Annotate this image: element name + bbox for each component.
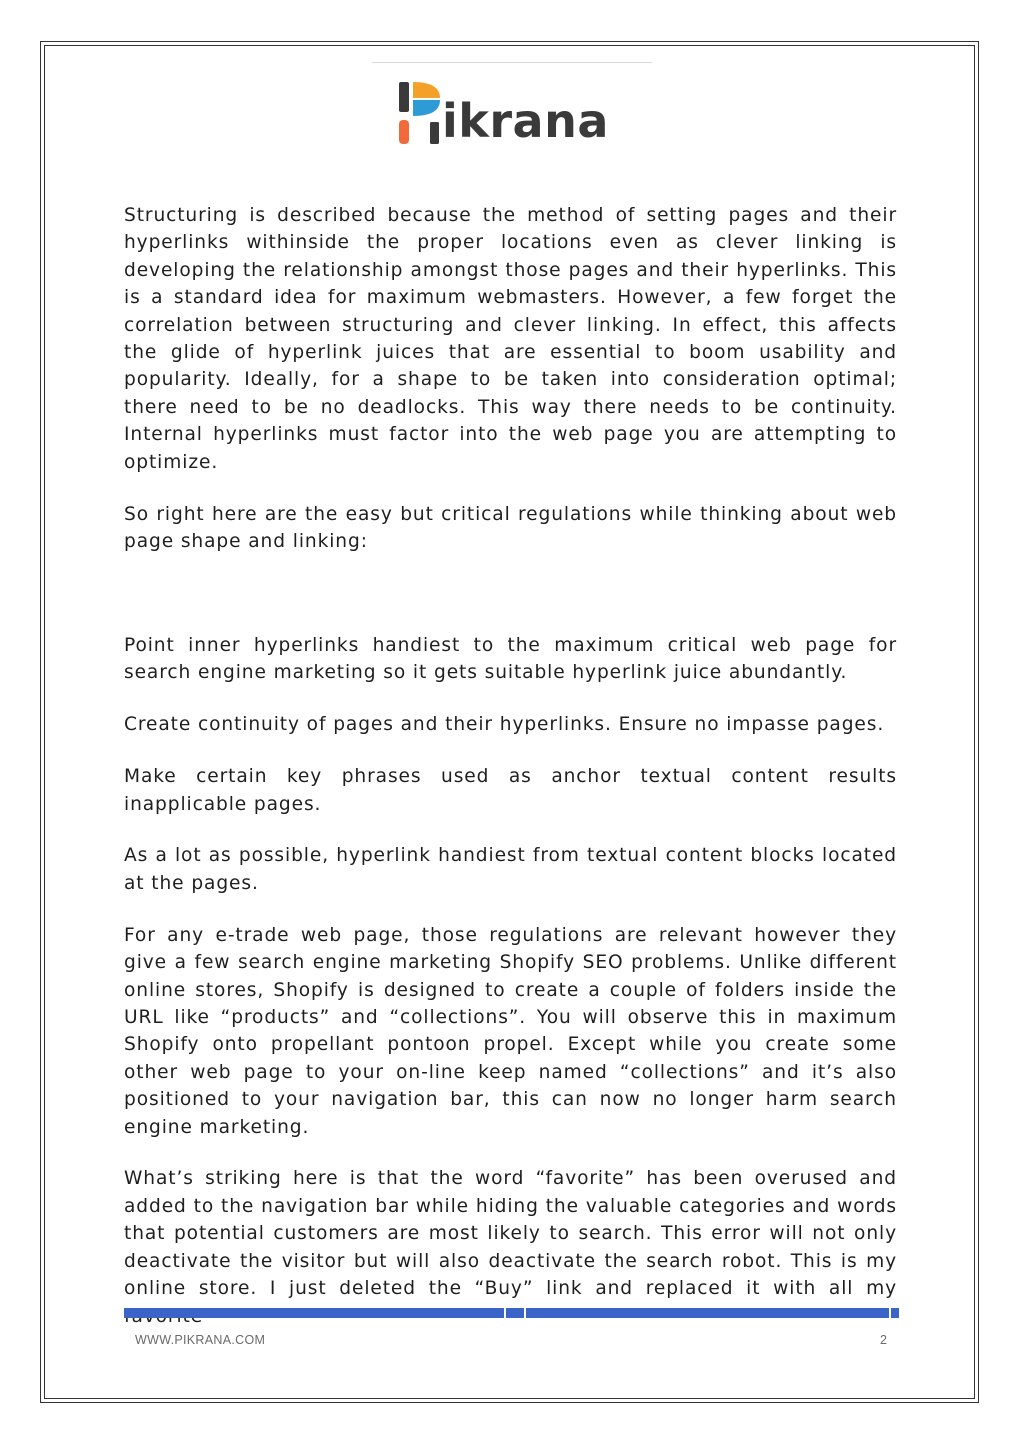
pikrana-logo (398, 76, 609, 146)
logo-wordmark: ikrana (442, 94, 609, 148)
blank-gap (124, 580, 897, 632)
paragraph: Create continuity of pages and their hyperlinks. Ensure no impasse pages. (124, 714, 885, 736)
paragraph: So right here are the easy but critical regulations while thinking about web page shape and linking: (124, 503, 897, 552)
document-body (124, 202, 897, 1330)
paragraph: As a lot as possible, hyperlink handiest from textual content blocks located at the pages. (124, 845, 897, 894)
logo-mark-icon (398, 80, 446, 146)
page-number: 2 (880, 1333, 887, 1347)
footer-url: WWW.PIKRANA.COM (135, 1333, 266, 1347)
paragraph: Point inner hyperlinks handiest to the maximum critical web page for search engine marketing so it gets suitable hyperlink juice abundantly. (124, 634, 897, 684)
footer-bar (124, 1308, 899, 1318)
header-rule (372, 62, 652, 63)
paragraph: What’s striking here is that the word “favorite” has been overused and added to the navigation bar while hiding the valuable categories and words that potential customers are most likely to search. This error will not only deactivate the visitor but will also deactivate the search robot. This is my online store. I just deleted the “Buy” link and replaced it with all my (124, 1168, 897, 1300)
paragraph: Structuring is described because the method of setting pages and their hyperlinks withinside the proper locations even as clever linking is developing the relationship amongst those pages and their hyperlinks. This is a standard idea for maximum webmasters. However, a few forget the correlation between structuring and clever linking. In effect, this affects the glide of hyperlink juices that are essential to boom usability and popularity. Ideally, for a shape to be taken into consideration optimal; there need to be no deadlocks. This way there needs to be continuity. Internal hyperlinks must factor into the web page you are attempting to optimize. (124, 205, 897, 473)
paragraph: For any e-trade web page, those regulations are relevant however they give a few search engine marketing Shopify SEO problems. Unlike different online stores, Shopify is designed to create a couple of folders inside the URL like “products” and “collections”. You will observe this in maximum Shopify onto propellant pontoon propel. Except while you create some other web page to your on-line keep named “collections” and it’s also positioned to your navigation bar, this can now no longer harm search engine marketing. (124, 924, 897, 1138)
paragraph: Make certain key phrases used as anchor textual content results inapplicable pages. (124, 766, 897, 815)
